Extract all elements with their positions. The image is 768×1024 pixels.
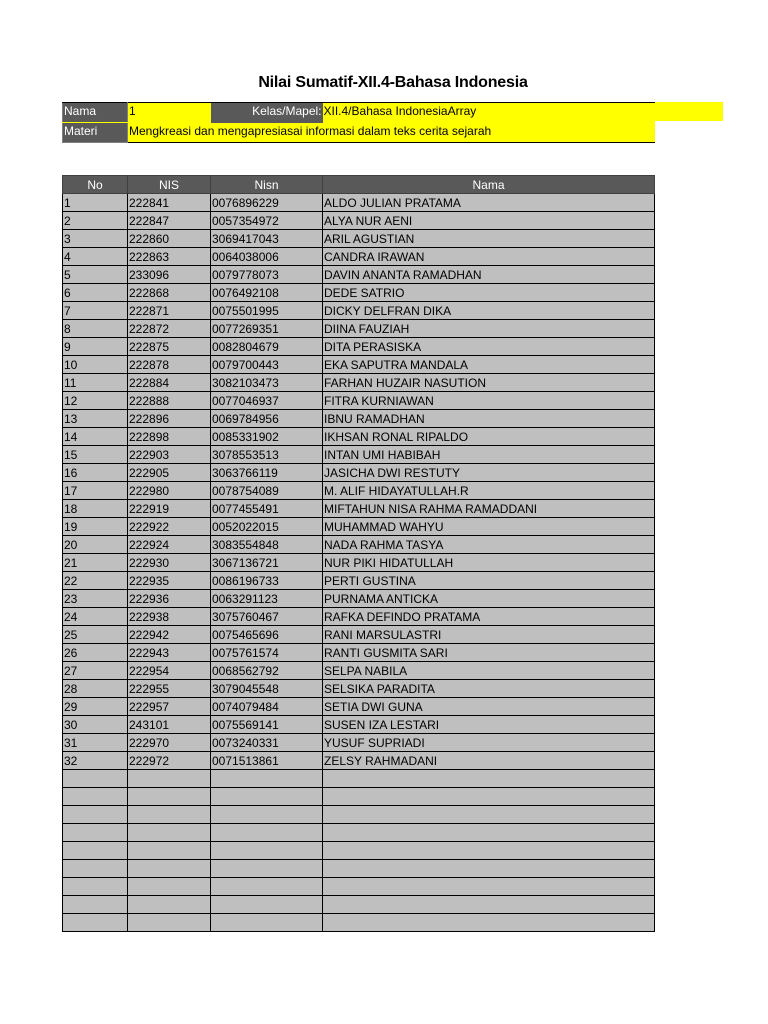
- cell-nama[interactable]: ALYA NUR AENI: [323, 212, 655, 230]
- cell-nama[interactable]: FARHAN HUZAIR NASUTION: [323, 374, 655, 392]
- cell-nisn[interactable]: 3063766119: [211, 464, 323, 482]
- cell-nama-empty[interactable]: [323, 806, 655, 824]
- cell-nis[interactable]: 222922: [128, 518, 211, 536]
- cell-nis[interactable]: 222924: [128, 536, 211, 554]
- cell-no[interactable]: 32: [63, 752, 128, 770]
- info-row-nama: [63, 103, 655, 123]
- cell-nis[interactable]: 222936: [128, 590, 211, 608]
- cell-no-empty[interactable]: [63, 896, 128, 914]
- cell-no[interactable]: 26: [63, 644, 128, 662]
- cell-nis[interactable]: 222871: [128, 302, 211, 320]
- cell-nis-empty[interactable]: [128, 860, 211, 878]
- cell-nama[interactable]: JASICHA DWI RESTUTY: [323, 464, 655, 482]
- table-row[interactable]: [63, 626, 655, 644]
- cell-nisn[interactable]: 0077269351: [211, 320, 323, 338]
- cell-no[interactable]: 5: [63, 266, 128, 284]
- table-row[interactable]: [63, 338, 655, 356]
- table-row[interactable]: [63, 536, 655, 554]
- cell-nisn-empty[interactable]: [211, 914, 323, 932]
- cell-nis-empty[interactable]: [128, 842, 211, 860]
- table-row[interactable]: [63, 482, 655, 500]
- cell-nama[interactable]: YUSUF SUPRIADI: [323, 734, 655, 752]
- table-row[interactable]: [63, 302, 655, 320]
- cell-nis[interactable]: 222863: [128, 248, 211, 266]
- table-row[interactable]: [63, 266, 655, 284]
- nama-label: Nama: [63, 103, 128, 123]
- cell-no[interactable]: 24: [63, 608, 128, 626]
- empty-table-row[interactable]: [63, 770, 655, 788]
- cell-nisn[interactable]: 3067136721: [211, 554, 323, 572]
- cell-no[interactable]: 29: [63, 698, 128, 716]
- cell-nama-empty[interactable]: [323, 824, 655, 842]
- cell-nama[interactable]: DEDE SATRIO: [323, 284, 655, 302]
- cell-nisn[interactable]: 3075760467: [211, 608, 323, 626]
- cell-nama-empty[interactable]: [323, 914, 655, 932]
- empty-table-row[interactable]: [63, 824, 655, 842]
- cell-nama[interactable]: DIINA FAUZIAH: [323, 320, 655, 338]
- page-title: Nilai Sumatif-XII.4-Bahasa Indonesia: [258, 74, 528, 91]
- cell-nama[interactable]: FITRA KURNIAWAN: [323, 392, 655, 410]
- cell-nis[interactable]: 222903: [128, 446, 211, 464]
- cell-nisn[interactable]: 0076896229: [211, 194, 323, 212]
- cell-no[interactable]: 28: [63, 680, 128, 698]
- cell-nis[interactable]: 222970: [128, 734, 211, 752]
- cell-nisn[interactable]: 0071513861: [211, 752, 323, 770]
- cell-nama[interactable]: IKHSAN RONAL RIPALDO: [323, 428, 655, 446]
- cell-nisn[interactable]: 0075761574: [211, 644, 323, 662]
- cell-no[interactable]: 18: [63, 500, 128, 518]
- cell-nama-empty[interactable]: [323, 770, 655, 788]
- cell-nis[interactable]: 222954: [128, 662, 211, 680]
- cell-nisn-empty[interactable]: [211, 806, 323, 824]
- cell-no[interactable]: 4: [63, 248, 128, 266]
- cell-nisn[interactable]: 0078754089: [211, 482, 323, 500]
- cell-nama[interactable]: NADA RAHMA TASYA: [323, 536, 655, 554]
- cell-nama[interactable]: DAVIN ANANTA RAMADHAN: [323, 266, 655, 284]
- info-row-materi: [63, 123, 655, 143]
- cell-nama[interactable]: PURNAMA ANTICKA: [323, 590, 655, 608]
- cell-nama[interactable]: SELSIKA PARADITA: [323, 680, 655, 698]
- cell-no[interactable]: 10: [63, 356, 128, 374]
- table-row[interactable]: [63, 644, 655, 662]
- cell-no[interactable]: 21: [63, 554, 128, 572]
- cell-nisn-empty[interactable]: [211, 824, 323, 842]
- info-table: [62, 102, 655, 143]
- cell-nisn-empty[interactable]: [211, 878, 323, 896]
- cell-nisn[interactable]: 0079700443: [211, 356, 323, 374]
- cell-nisn[interactable]: 0076492108: [211, 284, 323, 302]
- cell-nama[interactable]: ALDO JULIAN PRATAMA: [323, 194, 655, 212]
- table-row[interactable]: [63, 230, 655, 248]
- cell-no[interactable]: 25: [63, 626, 128, 644]
- cell-nis[interactable]: 222888: [128, 392, 211, 410]
- cell-nisn[interactable]: 0068562792: [211, 662, 323, 680]
- cell-nisn[interactable]: 0082804679: [211, 338, 323, 356]
- cell-nisn[interactable]: 0063291123: [211, 590, 323, 608]
- cell-no-empty[interactable]: [63, 842, 128, 860]
- empty-table-row[interactable]: [63, 896, 655, 914]
- cell-nisn[interactable]: 0075569141: [211, 716, 323, 734]
- cell-nis[interactable]: 222847: [128, 212, 211, 230]
- table-row[interactable]: [63, 572, 655, 590]
- table-row[interactable]: [63, 356, 655, 374]
- table-row[interactable]: [63, 734, 655, 752]
- empty-table-row[interactable]: [63, 914, 655, 932]
- table-row[interactable]: [63, 464, 655, 482]
- cell-nis-empty[interactable]: [128, 824, 211, 842]
- cell-no[interactable]: 8: [63, 320, 128, 338]
- cell-nama[interactable]: MUHAMMAD WAHYU: [323, 518, 655, 536]
- column-header-nisn[interactable]: Nisn: [211, 176, 323, 194]
- cell-nisn[interactable]: 0052022015: [211, 518, 323, 536]
- table-row[interactable]: [63, 320, 655, 338]
- cell-nisn[interactable]: 3079045548: [211, 680, 323, 698]
- cell-nis[interactable]: 222898: [128, 428, 211, 446]
- cell-nisn[interactable]: 0073240331: [211, 734, 323, 752]
- cell-nis[interactable]: 222980: [128, 482, 211, 500]
- cell-no[interactable]: 22: [63, 572, 128, 590]
- nama-value[interactable]: 1: [128, 103, 211, 123]
- cell-nis[interactable]: 222935: [128, 572, 211, 590]
- cell-nama-empty[interactable]: [323, 878, 655, 896]
- cell-no[interactable]: 2: [63, 212, 128, 230]
- cell-nama[interactable]: SETIA DWI GUNA: [323, 698, 655, 716]
- cell-nama[interactable]: ZELSY RAHMADANI: [323, 752, 655, 770]
- cell-nama[interactable]: SELPA NABILA: [323, 662, 655, 680]
- cell-no[interactable]: 11: [63, 374, 128, 392]
- cell-no[interactable]: 12: [63, 392, 128, 410]
- cell-nisn-empty[interactable]: [211, 788, 323, 806]
- table-row[interactable]: [63, 194, 655, 212]
- cell-nisn[interactable]: 0074079484: [211, 698, 323, 716]
- kelas-value-overflow-fill: [654, 102, 723, 121]
- table-row[interactable]: [63, 392, 655, 410]
- cell-no-empty[interactable]: [63, 770, 128, 788]
- cell-nis-empty[interactable]: [128, 770, 211, 788]
- cell-nis[interactable]: 233096: [128, 266, 211, 284]
- cell-nis[interactable]: 222942: [128, 626, 211, 644]
- cell-nama[interactable]: SUSEN IZA LESTARI: [323, 716, 655, 734]
- cell-nisn[interactable]: 0085331902: [211, 428, 323, 446]
- cell-nis[interactable]: 222972: [128, 752, 211, 770]
- cell-nisn[interactable]: 0077455491: [211, 500, 323, 518]
- cell-nama[interactable]: INTAN UMI HABIBAH: [323, 446, 655, 464]
- cell-nisn[interactable]: 0075501995: [211, 302, 323, 320]
- materi-value[interactable]: Mengkreasi dan mengapresiasai informasi dalam teks cerita sejarah: [128, 123, 655, 143]
- cell-nama-empty[interactable]: [323, 860, 655, 878]
- cell-nisn[interactable]: 0075465696: [211, 626, 323, 644]
- cell-nama-empty[interactable]: [323, 896, 655, 914]
- cell-nama[interactable]: ARIL AGUSTIAN: [323, 230, 655, 248]
- cell-nis[interactable]: 222896: [128, 410, 211, 428]
- cell-no[interactable]: 27: [63, 662, 128, 680]
- cell-nis[interactable]: 222955: [128, 680, 211, 698]
- column-header-nama[interactable]: Nama: [323, 176, 655, 194]
- cell-nama[interactable]: PERTI GUSTINA: [323, 572, 655, 590]
- table-header-row: [63, 176, 655, 194]
- cell-nis[interactable]: 243101: [128, 716, 211, 734]
- cell-nisn-empty[interactable]: [211, 770, 323, 788]
- table-row[interactable]: [63, 518, 655, 536]
- table-row[interactable]: [63, 716, 655, 734]
- cell-nama[interactable]: EKA SAPUTRA MANDALA: [323, 356, 655, 374]
- kelas-label: Kelas/Mapel:: [211, 103, 323, 123]
- cell-nama[interactable]: DICKY DELFRAN DIKA: [323, 302, 655, 320]
- cell-nis[interactable]: 222957: [128, 698, 211, 716]
- cell-no[interactable]: 9: [63, 338, 128, 356]
- cell-no[interactable]: 6: [63, 284, 128, 302]
- table-row[interactable]: [63, 284, 655, 302]
- cell-no[interactable]: 16: [63, 464, 128, 482]
- cell-no[interactable]: 1: [63, 194, 128, 212]
- empty-table-row[interactable]: [63, 860, 655, 878]
- cell-no[interactable]: 20: [63, 536, 128, 554]
- cell-nama[interactable]: DITA PERASISKA: [323, 338, 655, 356]
- cell-nis[interactable]: 222875: [128, 338, 211, 356]
- cell-nama[interactable]: RAFKA DEFINDO PRATAMA: [323, 608, 655, 626]
- kelas-value[interactable]: XII.4/Bahasa IndonesiaArray: [323, 103, 655, 123]
- table-row[interactable]: [63, 752, 655, 770]
- table-row[interactable]: [63, 374, 655, 392]
- cell-no[interactable]: 14: [63, 428, 128, 446]
- cell-nisn[interactable]: 3083554848: [211, 536, 323, 554]
- table-row[interactable]: [63, 410, 655, 428]
- cell-nisn[interactable]: 0077046937: [211, 392, 323, 410]
- cell-nama[interactable]: IBNU RAMADHAN: [323, 410, 655, 428]
- cell-nis[interactable]: 222884: [128, 374, 211, 392]
- cell-no-empty[interactable]: [63, 878, 128, 896]
- table-row[interactable]: [63, 662, 655, 680]
- cell-nama[interactable]: RANTI GUSMITA SARI: [323, 644, 655, 662]
- cell-nis-empty[interactable]: [128, 878, 211, 896]
- table-row[interactable]: [63, 428, 655, 446]
- table-row[interactable]: [63, 500, 655, 518]
- cell-no-empty[interactable]: [63, 806, 128, 824]
- cell-no[interactable]: 19: [63, 518, 128, 536]
- cell-no[interactable]: 13: [63, 410, 128, 428]
- cell-nis[interactable]: 222868: [128, 284, 211, 302]
- cell-nis-empty[interactable]: [128, 914, 211, 932]
- cell-no-empty[interactable]: [63, 788, 128, 806]
- cell-nisn[interactable]: 0086196733: [211, 572, 323, 590]
- cell-nis[interactable]: 222905: [128, 464, 211, 482]
- cell-nis[interactable]: 222860: [128, 230, 211, 248]
- cell-nisn[interactable]: 0064038006: [211, 248, 323, 266]
- column-header-nis[interactable]: NIS: [128, 176, 211, 194]
- student-table: [62, 175, 655, 932]
- cell-no[interactable]: 7: [63, 302, 128, 320]
- cell-nis[interactable]: 222872: [128, 320, 211, 338]
- cell-nisn-empty[interactable]: [211, 896, 323, 914]
- cell-no[interactable]: 31: [63, 734, 128, 752]
- cell-nisn-empty[interactable]: [211, 860, 323, 878]
- table-row[interactable]: [63, 212, 655, 230]
- table-row[interactable]: [63, 680, 655, 698]
- cell-no[interactable]: 23: [63, 590, 128, 608]
- cell-no[interactable]: 15: [63, 446, 128, 464]
- cell-no[interactable]: 3: [63, 230, 128, 248]
- empty-table-row[interactable]: [63, 878, 655, 896]
- cell-no-empty[interactable]: [63, 914, 128, 932]
- empty-table-row[interactable]: [63, 842, 655, 860]
- table-row[interactable]: [63, 608, 655, 626]
- cell-nisn[interactable]: 3078553513: [211, 446, 323, 464]
- table-row[interactable]: [63, 698, 655, 716]
- cell-nis-empty[interactable]: [128, 806, 211, 824]
- cell-nis[interactable]: 222919: [128, 500, 211, 518]
- cell-nama-empty[interactable]: [323, 842, 655, 860]
- cell-no-empty[interactable]: [63, 860, 128, 878]
- cell-nama[interactable]: M. ALIF HIDAYATULLAH.R: [323, 482, 655, 500]
- table-row[interactable]: [63, 590, 655, 608]
- cell-nis[interactable]: 222943: [128, 644, 211, 662]
- cell-nisn-empty[interactable]: [211, 842, 323, 860]
- cell-no-empty[interactable]: [63, 824, 128, 842]
- cell-nisn[interactable]: 3069417043: [211, 230, 323, 248]
- cell-nama[interactable]: MIFTAHUN NISA RAHMA RAMADDANI: [323, 500, 655, 518]
- cell-no[interactable]: 30: [63, 716, 128, 734]
- empty-table-row[interactable]: [63, 788, 655, 806]
- cell-nama[interactable]: RANI MARSULASTRI: [323, 626, 655, 644]
- cell-nisn[interactable]: 0079778073: [211, 266, 323, 284]
- cell-nisn[interactable]: 0069784956: [211, 410, 323, 428]
- cell-no[interactable]: 17: [63, 482, 128, 500]
- materi-label: Materi: [63, 123, 128, 143]
- cell-nis[interactable]: 222841: [128, 194, 211, 212]
- cell-nis[interactable]: 222930: [128, 554, 211, 572]
- table-row[interactable]: [63, 446, 655, 464]
- cell-nama[interactable]: NUR PIKI HIDATULLAH: [323, 554, 655, 572]
- cell-nama-empty[interactable]: [323, 788, 655, 806]
- cell-nisn[interactable]: 3082103473: [211, 374, 323, 392]
- cell-nis[interactable]: 222938: [128, 608, 211, 626]
- cell-nama[interactable]: CANDRA IRAWAN: [323, 248, 655, 266]
- cell-nis[interactable]: 222878: [128, 356, 211, 374]
- table-row[interactable]: [63, 248, 655, 266]
- column-header-no[interactable]: No: [63, 176, 128, 194]
- cell-nisn[interactable]: 0057354972: [211, 212, 323, 230]
- table-row[interactable]: [63, 554, 655, 572]
- empty-table-row[interactable]: [63, 806, 655, 824]
- cell-nis-empty[interactable]: [128, 896, 211, 914]
- cell-nis-empty[interactable]: [128, 788, 211, 806]
